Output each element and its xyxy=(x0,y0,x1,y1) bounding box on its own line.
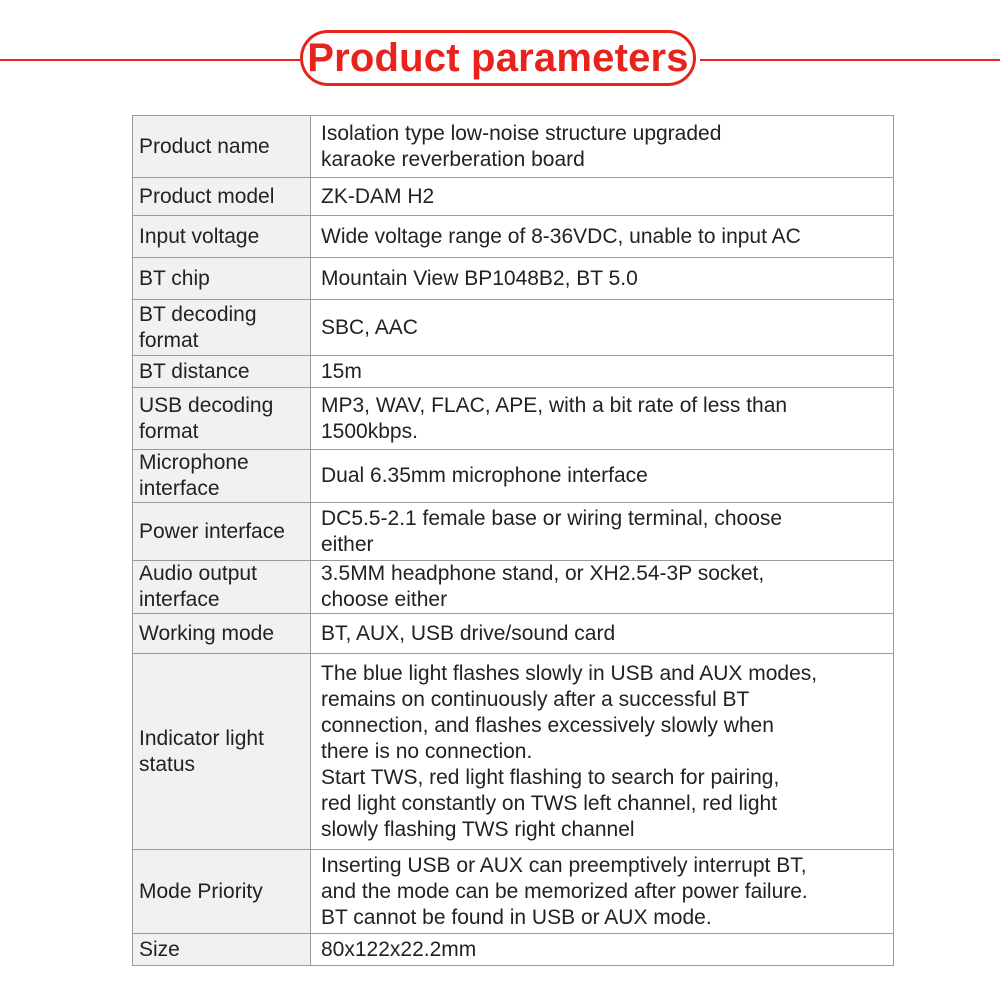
parameter-value-line: connection, and flashes excessively slowly when xyxy=(321,713,774,737)
parameter-value-line: slowly flashing TWS right channel xyxy=(321,817,635,841)
parameter-value-line: either xyxy=(321,532,374,556)
table-row xyxy=(133,216,894,258)
parameter-label: Microphone interface xyxy=(133,450,311,503)
parameter-value-line: Wide voltage range of 8-36VDC, unable to input AC xyxy=(321,224,801,248)
parameter-label: Product model xyxy=(133,178,311,216)
table-row xyxy=(133,561,894,614)
parameter-value-line: and the mode can be memorized after power failure. xyxy=(321,879,808,903)
parameter-value xyxy=(311,450,894,503)
parameter-value-line: Inserting USB or AUX can preemptively interrupt BT, xyxy=(321,853,807,877)
parameter-label: Indicator light status xyxy=(133,654,311,850)
parameter-label: BT chip xyxy=(133,258,311,300)
table-row xyxy=(133,178,894,216)
parameter-value xyxy=(311,356,894,388)
parameter-value xyxy=(311,258,894,300)
parameter-value-line: Mountain View BP1048B2, BT 5.0 xyxy=(321,266,638,290)
table-row xyxy=(133,654,894,850)
parameters-table xyxy=(132,115,894,966)
parameter-value-line: BT, AUX, USB drive/sound card xyxy=(321,621,616,645)
parameter-label: Power interface xyxy=(133,503,311,561)
parameter-label: Input voltage xyxy=(133,216,311,258)
table-row xyxy=(133,356,894,388)
parameter-value xyxy=(311,503,894,561)
table-row xyxy=(133,503,894,561)
parameter-label: Audio output interface xyxy=(133,561,311,614)
parameter-value-line: Isolation type low-noise structure upgraded xyxy=(321,121,722,145)
title-divider-left xyxy=(0,59,300,61)
parameter-value xyxy=(311,116,894,178)
table-row xyxy=(133,388,894,450)
parameter-label: BT distance xyxy=(133,356,311,388)
title-divider-right xyxy=(700,59,1000,61)
parameter-value-line: red light constantly on TWS left channel, red light xyxy=(321,791,778,815)
parameter-value-line: there is no connection. xyxy=(321,739,533,763)
parameter-value-line: remains on continuously after a successful BT xyxy=(321,687,750,711)
title-banner xyxy=(0,26,1000,96)
parameter-value xyxy=(311,388,894,450)
parameter-value-line: choose either xyxy=(321,588,448,611)
parameter-value xyxy=(311,561,894,614)
parameter-label: Size xyxy=(133,934,311,966)
parameter-value-line: The blue light flashes slowly in USB and AUX modes, xyxy=(321,661,818,685)
parameter-value-line: 3.5MM headphone stand, or XH2.54-3P socket, xyxy=(321,562,765,585)
parameter-value-line: MP3, WAV, FLAC, APE, with a bit rate of less than xyxy=(321,393,788,417)
table-row xyxy=(133,116,894,178)
parameter-value-line: karaoke reverberation board xyxy=(321,147,585,171)
parameter-value-line: 80x122x22.2mm xyxy=(321,937,477,961)
table-row xyxy=(133,614,894,654)
parameter-value xyxy=(311,216,894,258)
page-title: Product parameters xyxy=(307,35,689,80)
table-row xyxy=(133,934,894,966)
parameter-label: Working mode xyxy=(133,614,311,654)
parameter-label: Product name xyxy=(133,116,311,178)
parameter-value-line: 15m xyxy=(321,359,362,383)
parameter-value-line: DC5.5-2.1 female base or wiring terminal, choose xyxy=(321,506,783,530)
table-row xyxy=(133,450,894,503)
parameter-value xyxy=(311,614,894,654)
parameter-value xyxy=(311,850,894,934)
parameter-value xyxy=(311,300,894,356)
parameter-value-line: ZK-DAM H2 xyxy=(321,184,435,208)
parameter-label: USB decoding format xyxy=(133,388,311,450)
table-row xyxy=(133,850,894,934)
parameter-label: BT decoding format xyxy=(133,300,311,356)
parameter-value xyxy=(311,934,894,966)
parameter-value-line: Dual 6.35mm microphone interface xyxy=(321,464,648,487)
table-row xyxy=(133,300,894,356)
table-row xyxy=(133,258,894,300)
parameter-value-line: 1500kbps. xyxy=(321,419,418,443)
parameter-value-line: SBC, AAC xyxy=(321,315,418,339)
parameter-value-line: Start TWS, red light flashing to search for pairing, xyxy=(321,765,780,789)
parameter-value xyxy=(311,178,894,216)
title-pill xyxy=(300,30,696,86)
parameter-value xyxy=(311,654,894,850)
parameters-table-body xyxy=(133,116,894,966)
parameter-value-line: BT cannot be found in USB or AUX mode. xyxy=(321,905,712,929)
parameter-label: Mode Priority xyxy=(133,850,311,934)
